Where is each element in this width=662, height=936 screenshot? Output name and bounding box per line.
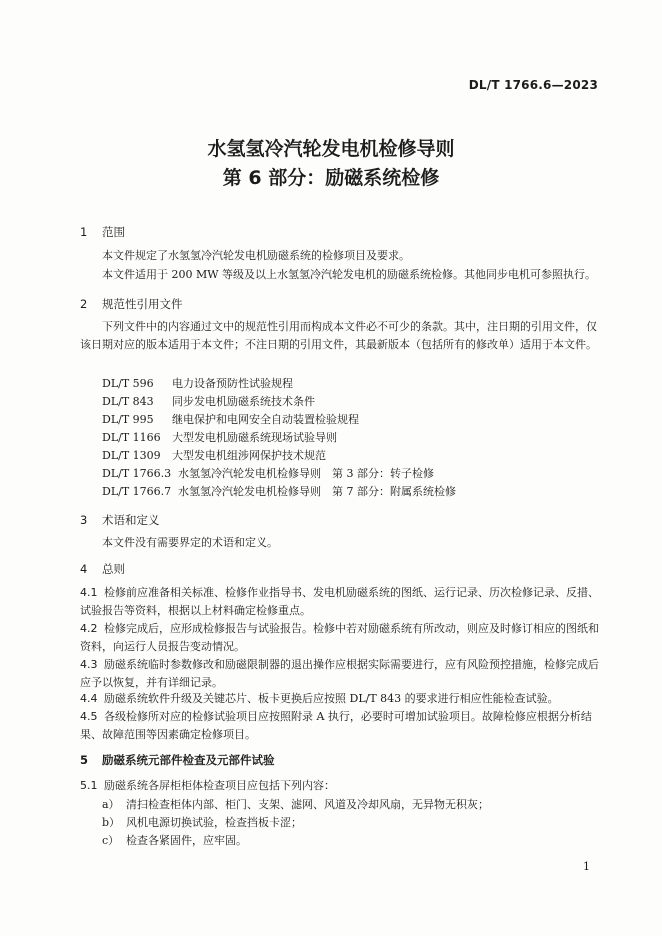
reference-title: 大型发电机励磁系统现场试验导则 xyxy=(172,431,337,444)
clause-text: 励磁系统临时参数修改和励磁限制器的退出操作应根据实际需要进行，应有风险预控措施，检修完成后应予以恢复，并有详细记录。 xyxy=(80,658,599,689)
reference-title: 同步发电机励磁系统技术条件 xyxy=(172,395,315,408)
clause-text: 励磁系统软件升级及关键芯片、板卡更换后应按照 DL/T 843 的要求进行相应性能检查试验。 xyxy=(104,692,559,705)
reference-title: 水氢氢冷汽轮发电机检修导则 第 7 部分：附属系统检修 xyxy=(178,485,456,498)
reference-code: DL/T 1309 xyxy=(102,449,161,462)
section-number: 1 xyxy=(80,225,88,239)
paragraph: 本文件规定了水氢氢冷汽轮发电机励磁系统的检修项目及要求。 xyxy=(102,249,410,262)
clause-number: 4.4 xyxy=(80,692,98,705)
section-2-heading xyxy=(80,296,183,312)
reference-item xyxy=(102,483,456,499)
list-label: a） xyxy=(102,798,120,811)
section-title: 规范性引用文件 xyxy=(102,297,183,311)
section-title: 范围 xyxy=(102,225,125,239)
document-title-line1: 水氢氢冷汽轮发电机检修导则 xyxy=(207,138,455,160)
reference-item xyxy=(102,393,315,409)
clause-4-2 xyxy=(80,620,602,655)
section-title: 总则 xyxy=(102,562,125,576)
list-text: 检查各紧固件，应牢固。 xyxy=(126,834,247,847)
reference-code: DL/T 1166 xyxy=(102,431,161,444)
section-number: 2 xyxy=(80,297,88,311)
section-number: 4 xyxy=(80,562,88,576)
list-item xyxy=(102,814,302,832)
reference-item xyxy=(102,429,337,445)
section-title: 术语和定义 xyxy=(102,513,160,527)
paragraph: 本文件没有需要界定的术语和定义。 xyxy=(102,536,278,549)
document-title-line2: 第 6 部分：励磁系统检修 xyxy=(222,167,440,189)
reference-title: 大型发电机组涉网保护技术规范 xyxy=(172,449,326,462)
clause-text: 励磁系统各屏柜柜体检查项目应包括下列内容： xyxy=(104,779,335,792)
clause-4-3 xyxy=(80,656,602,691)
reference-title: 水氢氢冷汽轮发电机检修导则 第 3 部分：转子检修 xyxy=(178,467,434,480)
list-text: 清扫检查柜体内部、柜门、支架、滤网、风道及冷却风扇，无异物无积灰； xyxy=(126,798,489,811)
list-item xyxy=(102,832,247,850)
reference-item xyxy=(102,465,434,481)
reference-code: DL/T 596 xyxy=(102,377,154,390)
clause-text: 各级检修所对应的检修试验项目应按照附录 A 执行，必要时可增加试验项目。故障检修应根据分析结果、故障范围等因素确定检修项目。 xyxy=(80,710,592,741)
section-3-heading xyxy=(80,512,160,528)
reference-title: 电力设备预防性试验规程 xyxy=(172,377,293,390)
reference-title: 继电保护和电网安全自动装置检验规程 xyxy=(172,413,359,426)
reference-item xyxy=(102,447,326,463)
clause-4-5 xyxy=(80,708,602,743)
clause-5-1 xyxy=(80,777,335,795)
document-code: DL/T 1766.6—2023 xyxy=(468,78,598,92)
section-4-heading xyxy=(80,561,125,577)
paragraph: 下列文件中的内容通过文中的规范性引用而构成本文件必不可少的条款。其中，注日期的引用文件，仅该日期对应的版本适用于本文件；不注日期的引用文件，其最新版本（包括所有的修改单）适用于本文件。 xyxy=(80,320,597,351)
section-number: 5 xyxy=(80,753,89,767)
clause-text: 检修前应准备相关标准、检修作业指导书、发电机励磁系统的图纸、运行记录、历次检修记录、反措、试验报告等资料，根据以上材料确定检修重点。 xyxy=(80,586,599,617)
clause-number: 4.1 xyxy=(80,586,98,599)
clause-text: 检修完成后，应形成检修报告与试验报告。检修中若对励磁系统有所改动，则应及时修订相应的图纸和资料，向运行人员报告变动情况。 xyxy=(80,622,599,653)
section-number: 3 xyxy=(80,513,88,527)
clause-4-1 xyxy=(80,584,602,619)
section-1-heading xyxy=(80,224,125,240)
clause-number: 5.1 xyxy=(80,779,98,792)
section-title: 励磁系统元部件检查及元部件试验 xyxy=(102,753,275,767)
clause-number: 4.3 xyxy=(80,658,98,671)
list-label: c） xyxy=(102,834,120,847)
reference-item xyxy=(102,375,293,391)
reference-code: DL/T 995 xyxy=(102,413,154,426)
paragraph: 本文件适用于 200 MW 等级及以上水氢氢冷汽轮发电机的励磁系统检修。其他同步电机可参照执行。 xyxy=(102,268,597,281)
section-5-heading xyxy=(80,752,275,768)
list-item xyxy=(102,796,489,814)
reference-code: DL/T 843 xyxy=(102,395,154,408)
list-text: 风机电源切换试验，检查挡板卡涩； xyxy=(126,816,302,829)
list-label: b） xyxy=(102,816,121,829)
page-number: 1 xyxy=(583,860,590,873)
reference-code: DL/T 1766.7 xyxy=(102,485,172,498)
reference-code: DL/T 1766.3 xyxy=(102,467,172,480)
clause-4-4 xyxy=(80,690,602,708)
reference-item xyxy=(102,411,359,427)
clause-number: 4.5 xyxy=(80,710,98,723)
clause-number: 4.2 xyxy=(80,622,98,635)
